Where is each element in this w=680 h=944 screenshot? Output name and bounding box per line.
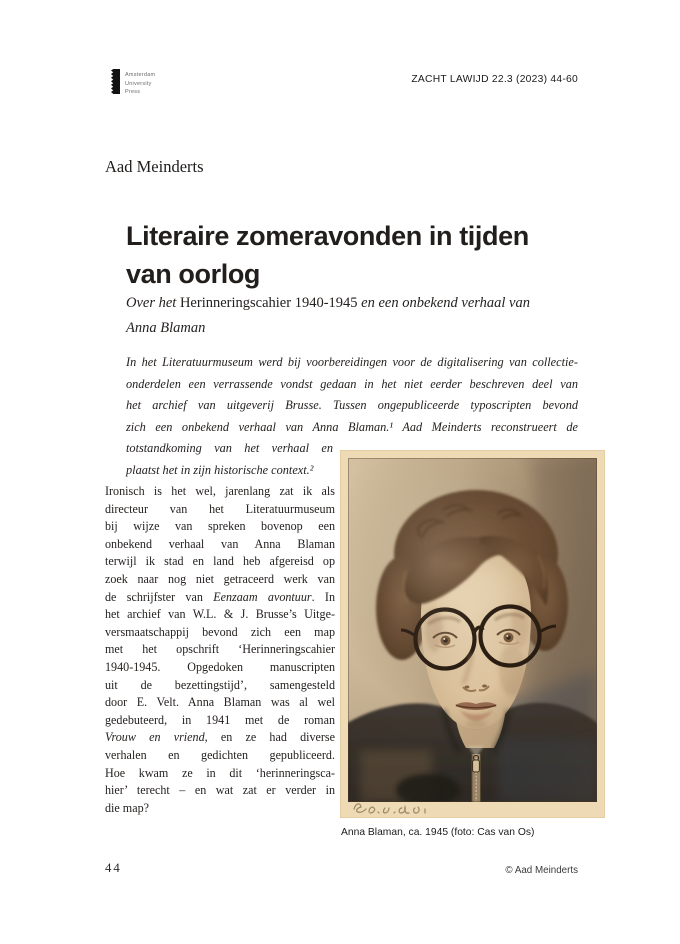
- text-line: de schrijfster van Eenzaam avontuur. In: [105, 589, 336, 604]
- copyright-notice: © Aad Meinderts: [505, 865, 578, 876]
- text-line: gedebuteerd, in 1941 met de roman: [105, 712, 335, 727]
- text-line: Literaire zomeravonden in tijden: [126, 221, 529, 251]
- text-line: verhalen en gedichten gepubliceerd.: [105, 747, 335, 762]
- text-line: 1940-1945. Opgedoken manuscripten: [105, 659, 335, 674]
- text-line: uit de bezettingstijd’, samengesteld: [105, 677, 335, 692]
- photo-caption: Anna Blaman, ca. 1945 (foto: Cas van Os): [341, 827, 535, 838]
- anna-blaman-photo: [340, 450, 605, 818]
- text-line: zoek naar nog niet getraceerd werk van: [105, 571, 335, 586]
- text-line: het archief van W.L. & J. Brusse’s Uitge-: [105, 607, 335, 622]
- abstract-wide-block: [126, 352, 578, 438]
- text-line: Hoe kwam ze in dit ‘herinneringsca-: [105, 765, 335, 780]
- text-line: hier’ terecht – en wat zat er verder in: [105, 783, 335, 798]
- text-line: het archief van uitgeverij Brusse. Tussen ongepubliceerde typoscripten bevond: [126, 398, 578, 413]
- text-line: Vrouw en vriend, en ze had diverse: [105, 730, 335, 745]
- article-title: [126, 217, 606, 293]
- text-line: Ironisch is het wel, jarenlang zat ik als: [105, 484, 335, 498]
- text-line: totstandkoming van het verhaal en: [126, 441, 333, 456]
- text-line: door E. Velt. Anna Blaman was al wel: [105, 695, 335, 710]
- text-line: bij wijze van spreken bovenop een: [105, 519, 335, 534]
- page-number: 44: [105, 861, 122, 875]
- logo-text-line: University: [125, 80, 152, 87]
- text-line: onderdelen een verrassende vondst gedaan in het niet eerder beschreven deel van: [126, 376, 578, 391]
- logo-text-line: Amsterdam: [125, 72, 156, 78]
- text-line: met het opschrift ‘Herinneringscahier: [105, 642, 335, 657]
- text-line: plaatst het in zijn historische context.²: [126, 462, 314, 477]
- text-line: zich een onbekend verhaal van Anna Blaman.¹ Aad Meinderts reconstrueert de: [126, 419, 578, 434]
- journal-reference: ZACHT LAWIJD 22.3 (2023) 44-60: [411, 74, 578, 85]
- abstract-narrow-block: [126, 438, 333, 481]
- aup-logo-text: [125, 71, 155, 97]
- text-line: onbekend verhaal van Anna Blaman: [105, 536, 335, 551]
- text-line: die map?: [105, 800, 149, 815]
- text-line: terwijl ik stad en land heb afgereisd op: [105, 554, 335, 569]
- author-name: Aad Meinderts: [105, 157, 204, 176]
- portrait-image: [340, 458, 603, 808]
- text-line: Anna Blaman: [126, 320, 206, 336]
- aup-logo-mark: [111, 69, 120, 99]
- text-line: versmaatschappij bevond zich een map: [105, 624, 335, 639]
- text-line: In het Literatuurmuseum werd bij voorbereidingen voor de digitalisering van collectie-: [126, 355, 578, 369]
- text-line: van oorlog: [126, 259, 261, 289]
- logo-text-line: Press: [125, 89, 141, 95]
- article-subtitle: [126, 291, 586, 341]
- text-line: directeur van het Literatuurmuseum: [105, 501, 335, 516]
- body-text-column: [105, 483, 335, 817]
- portrait-photo-svg: [340, 450, 605, 818]
- text-line: Over het Herinneringscahier 1940-1945 en een onbekend verhaal van: [126, 295, 530, 311]
